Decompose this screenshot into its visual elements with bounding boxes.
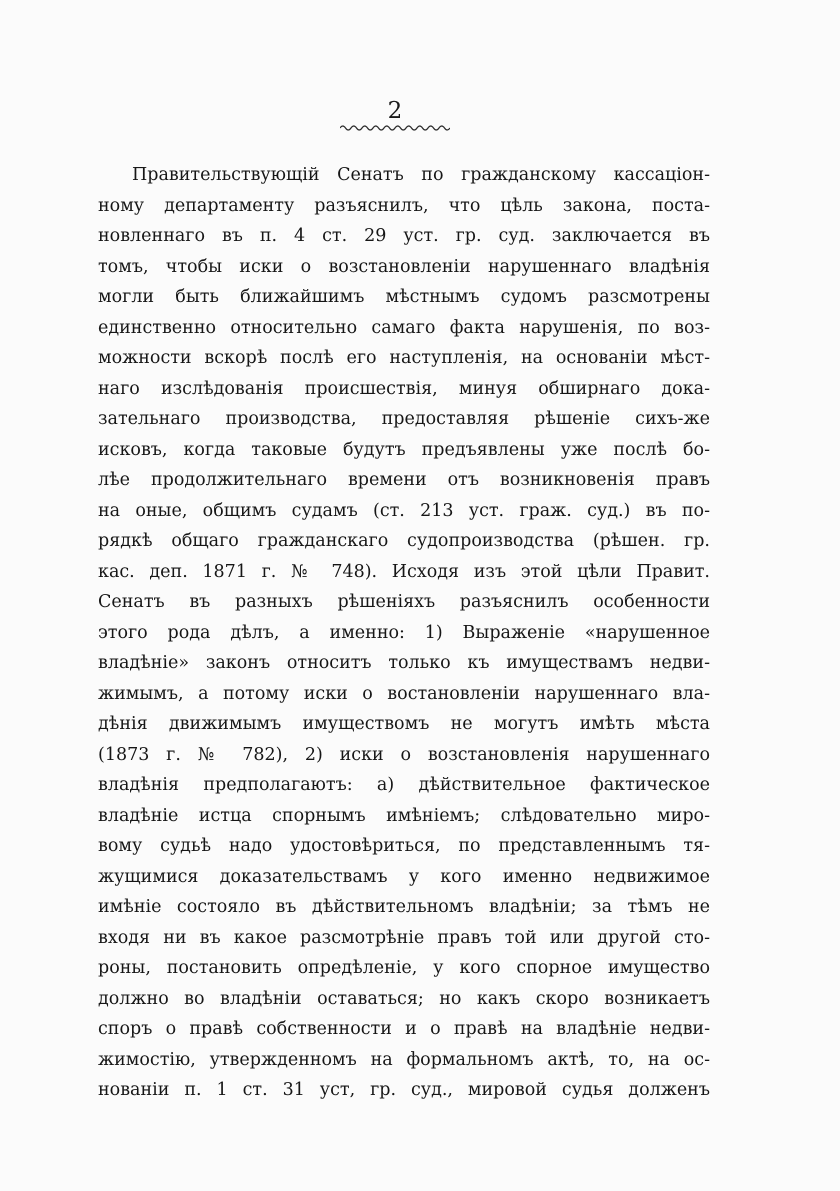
text-line: роны, постановить опредѣленіе, у кого спорное имущество: [98, 958, 710, 978]
text-line: Правительствующій Сенатъ по гражданскому кассаціон-: [132, 165, 710, 185]
text-line: кас. деп. 1871 г. № 748). Исходя изъ этой цѣли Правит.: [98, 561, 710, 582]
text-line: наго изслѣдованія происшествія, минуя обширнаго дока-: [98, 378, 710, 399]
text-line: должно во владѣніи оставаться; но какъ скоро возникаетъ: [98, 988, 710, 1009]
text-line: жимостію, утвержденномъ на формальномъ актѣ, то, на ос-: [98, 1049, 710, 1070]
text-line: исковъ, когда таковые будутъ предъявлены уже послѣ бо-: [98, 439, 710, 460]
text-line: единственно относительно самаго факта нарушенія, по воз-: [98, 317, 710, 338]
text-line: дѣнія движимымъ имуществомъ не могутъ имѣть мѣста: [98, 714, 710, 734]
text-line: жущимися доказательствамъ у кого именно недвижимое: [98, 866, 710, 887]
text-line: на оные, общимъ судамъ (ст. 213 уст. граж. суд.) въ по-: [98, 500, 710, 521]
text-line: этого рода дѣлъ, а именно: 1) Выраженіе «нарушенное: [98, 622, 710, 643]
text-line: лѣе продолжительнаго времени отъ возникновенія правъ: [98, 470, 710, 490]
text-line: томъ, чтобы иски о возстановленіи нарушеннаго владѣнія: [98, 256, 710, 277]
decorative-wave-rule: [340, 124, 450, 132]
text-line: можности вскорѣ послѣ его наступленія, на основаніи мѣст-: [98, 348, 710, 368]
page-number: 2: [387, 98, 403, 124]
text-line: владѣнія предполагаютъ: а) дѣйствительное фактическое: [98, 775, 710, 795]
text-line: могли быть ближайшимъ мѣстнымъ судомъ разсмотрены: [98, 287, 710, 307]
text-line: жимымъ, а потому иски о востановленіи нарушеннаго вла-: [98, 683, 710, 704]
text-line: имѣніе состояло въ дѣйствительномъ владѣніи; за тѣмъ не: [98, 897, 710, 917]
text-line: владѣніе» законъ относитъ только къ имуществамъ недви-: [98, 653, 710, 673]
text-line: рядкѣ общаго гражданскаго судопроизводства (рѣшен. гр.: [98, 531, 710, 551]
text-line: (1873 г. № 782), 2) иски о возстановленія нарушеннаго: [98, 744, 710, 765]
text-line: нованіи п. 1 ст. 31 уст, гр. суд., мировой судья долженъ: [98, 1080, 710, 1100]
text-line: споръ о правѣ собственности и о правѣ на владѣніе недви-: [98, 1019, 710, 1039]
text-line: вому судьѣ надо удостовѣриться, по представленнымъ тя-: [98, 836, 710, 856]
text-line: ному департаменту разъяснилъ, что цѣль закона, поста-: [98, 195, 710, 216]
text-line: входя ни въ какое разсмотрѣніе правъ той или другой сто-: [98, 927, 710, 948]
text-line: Сенатъ въ разныхъ рѣшеніяхъ разъяснилъ особенности: [98, 592, 710, 612]
text-line: зательнаго производства, предоставляя рѣшеніе сихъ-же: [98, 409, 710, 429]
body-text: [98, 160, 710, 1106]
text-line: владѣніе истца спорнымъ имѣніемъ; слѣдовательно миро-: [98, 805, 710, 826]
text-line: новленнаго въ п. 4 ст. 29 уст. гр. суд. заключается въ: [98, 226, 710, 246]
